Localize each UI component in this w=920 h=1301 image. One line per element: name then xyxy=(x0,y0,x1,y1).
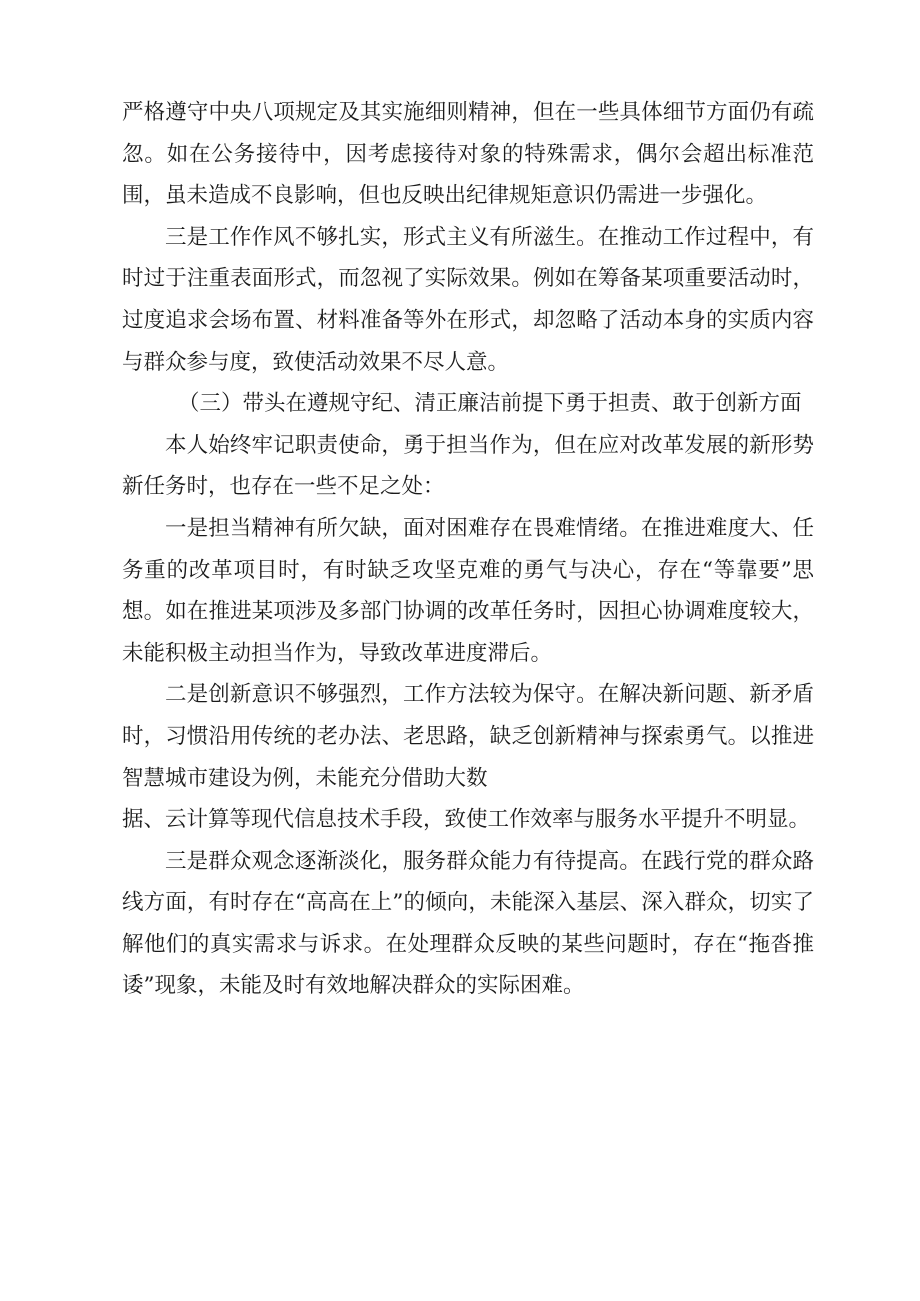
paragraph-point-3-work-style: 三是工作作风不够扎实，形式主义有所滋生。在推动工作过程中，有时过于注重表面形式，而忽视了实际效果。例如在筹备某项重要活动时，过度追求会场布置、材料准备等外在形式，却忽略了活动本身的实质内容与群众参与度，致使活动效果不尽人意。 xyxy=(122,224,814,375)
paragraph-point-3-masses: 三是群众观念逐渐淡化，服务群众能力有待提高。在践行党的群众路线方面，有时存在“高高在上”的倾向，未能深入基层、深入群众，切实了解他们的真实需求与诉求。在处理群众反映的某些问题时，存在“拖沓推诿”现象，未能及时有效地解决群众的实际困难。 xyxy=(122,848,814,999)
paragraph-intro: 本人始终牢记职责使命，勇于担当作为，但在应对改革发展的新形势新任务时，也存在一些不足之处： xyxy=(122,432,814,500)
paragraph-point-2-continuation: 据、云计算等现代信息技术手段，致使工作效率与服务水平提升不明显。 xyxy=(122,807,811,833)
paragraph-point-2-innovation: 二是创新意识不够强烈，工作方法较为保守。在解决新问题、新矛盾时，习惯沿用传统的老办法、老思路，缺乏创新精神与探索勇气。以推进智慧城市建设为例，未能充分借助大数 xyxy=(122,682,814,791)
section-heading-3: （三）带头在遵规守纪、清正廉洁前提下勇于担责、敢于创新方面 xyxy=(178,391,802,417)
document-body xyxy=(122,92,814,1007)
paragraph-point-1-responsibility: 一是担当精神有所欠缺，面对困难存在畏难情绪。在推进难度大、任务重的改革项目时，有时缺乏攻坚克难的勇气与决心，存在“等靠要”思想。如在推进某项涉及多部门协调的改革任务时，因担心协调难度较大，未能积极主动担当作为，导致改革进度滞后。 xyxy=(122,515,814,666)
paragraph-continuation: 严格遵守中央八项规定及其实施细则精神，但在一些具体细节方面仍有疏忽。如在公务接待中，因考虑接待对象的特殊需求，偶尔会超出标准范围，虽未造成不良影响，但也反映出纪律规矩意识仍需进一步强化。 xyxy=(122,100,814,209)
